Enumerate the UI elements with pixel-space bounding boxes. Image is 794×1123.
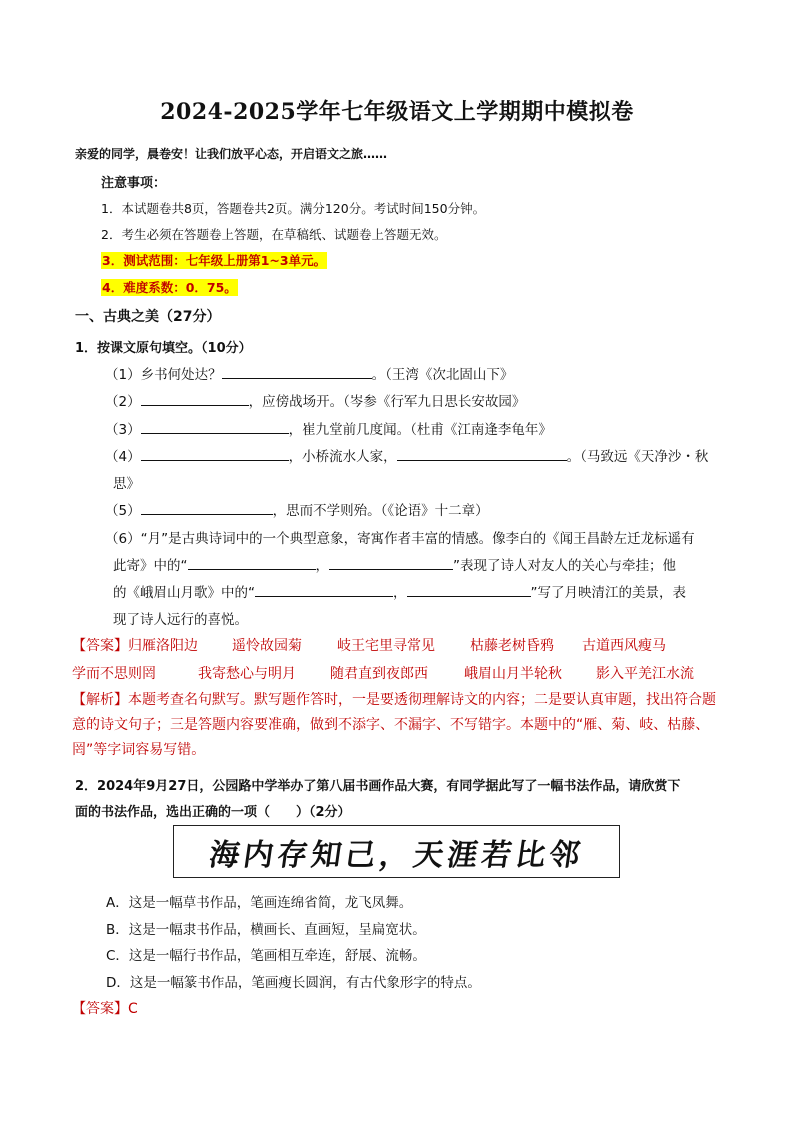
- q1-part-2-suffix: ，应傍战场开。（岑参《行军九日思长安故园》: [248, 394, 526, 410]
- option-d[interactable]: D．这是一幅篆书作品，笔画瘦长圆润，有古代象形字的特点。: [106, 975, 481, 991]
- q1-part-5-suffix: ，思而不学则殆。（《论语》十二章）: [272, 503, 489, 519]
- answer-item: 遥怜故园菊: [232, 638, 302, 654]
- q1-part-1-suffix: 。（王湾《次北固山下》: [371, 367, 514, 383]
- q1-part-3-prefix: （3）: [105, 422, 141, 438]
- option-b[interactable]: B．这是一幅隶书作品，横画长、直画短，呈扁宽状。: [106, 922, 426, 938]
- option-a[interactable]: A．这是一幅草书作品，笔画连绵省简，龙飞凤舞。: [106, 895, 413, 911]
- calligraphy-image: [173, 825, 620, 878]
- notes-heading: 注意事项：: [101, 176, 167, 191]
- blank-6a[interactable]: [188, 555, 316, 570]
- answer-item: 影入平羌江水流: [596, 666, 694, 682]
- answer-value: C: [128, 1001, 138, 1017]
- answer-item: 峨眉山月半轮秋: [464, 666, 562, 682]
- greeting: 亲爱的同学，晨卷安！让我们放平心态，开启语文之旅……: [75, 147, 388, 161]
- note-item-4-text: 4．难度系数：0．75。: [102, 280, 237, 295]
- q1-part-6-line-4: 现了诗人远行的喜悦。: [113, 612, 248, 628]
- blank-1[interactable]: [222, 364, 372, 379]
- answer-row-2: [72, 663, 722, 683]
- blank-2[interactable]: [141, 391, 249, 406]
- q1-part-4: [105, 445, 708, 465]
- q1-part-2: [105, 390, 525, 410]
- q1-part-6-line-2: [113, 554, 676, 574]
- q1-part-3: [105, 418, 552, 438]
- blank-6c[interactable]: [255, 582, 393, 597]
- question-2-stem-line-1: 2．2024年9月27日，公园路中学举办了第八届书画作品大赛，有同学据此写了一幅书法作品，请欣赏下: [75, 779, 681, 794]
- q1-part-1: [105, 363, 513, 383]
- analysis-label: 【解析】: [72, 692, 128, 708]
- blank-3[interactable]: [141, 419, 289, 434]
- question-1-stem: 1．按课文原句填空。（10分）: [75, 341, 252, 356]
- blank-4b[interactable]: [397, 446, 567, 461]
- answer-row-1: [72, 635, 722, 655]
- q1-part-5: [105, 499, 489, 519]
- blank-5[interactable]: [141, 500, 273, 515]
- q1-part-6-line-3: [113, 581, 686, 601]
- q1-part-4-prefix: （4）: [105, 449, 141, 465]
- question-2-answer: [72, 998, 138, 1018]
- q1-part-6-l3-prefix: 的《峨眉山月歌》中的“: [113, 585, 255, 601]
- answer-label: 【答案】: [72, 638, 128, 654]
- analysis-text: 本题考查名句默写。默写题作答时，一是要透彻理解诗文的内容；二是要认真审题，找出符合题意的诗文句子；三是答题内容要准确，做到不添字、不漏字、不写错字。本题中的“雁、菊、岐、枯藤、罔”等字词容易写错。: [72, 692, 716, 758]
- q1-part-2-prefix: （2）: [105, 394, 141, 410]
- answer-item: 古道西风瘦马: [582, 638, 666, 654]
- answer-item: 归雁洛阳边: [128, 638, 198, 654]
- q1-part-6-l2-comma: ，: [315, 558, 329, 574]
- note-item-2: 2．考生必须在答题卷上答题，在草稿纸、试题卷上答题无效。: [101, 227, 447, 242]
- answer-item: 学而不思则罔: [72, 666, 156, 682]
- q1-part-1-prefix: （1）乡书何处达？: [105, 367, 222, 383]
- q1-part-6-line-1: （6）“月”是古典诗词中的一个典型意象，寄寓作者丰富的情感。像李白的《闻王昌龄左迁龙标遥有: [105, 531, 695, 547]
- note-item-3-text: 3．测试范围：七年级上册第1~3单元。: [102, 253, 327, 268]
- question-2-stem-line-2: 面的书法作品，选出正确的一项（ ）（2分）: [75, 805, 351, 820]
- blank-6d[interactable]: [407, 582, 531, 597]
- note-item-3: [101, 251, 327, 269]
- q1-part-4-middle: ，小桥流水人家，: [288, 449, 397, 465]
- answer-item: 岐王宅里寻常见: [337, 638, 435, 654]
- q1-part-4-cont: 思》: [113, 476, 140, 492]
- answer-item: 枯藤老树昏鸦: [470, 638, 554, 654]
- q1-part-4-suffix: 。（马致远《天净沙・秋: [566, 449, 709, 465]
- q1-part-6-l2-prefix: 此寄》中的“: [113, 558, 188, 574]
- answer-item: 随君直到夜郎西: [330, 666, 428, 682]
- q1-part-6-l2-suffix: ”表现了诗人对友人的关心与牵挂；他: [453, 558, 676, 574]
- note-item-1: 1．本试题卷共8页，答题卷共2页。满分120分。考试时间150分钟。: [101, 201, 486, 216]
- answer-item: 我寄愁心与明月: [198, 666, 296, 682]
- q1-part-6-l3-comma: ，: [393, 585, 407, 601]
- note-item-4: [101, 278, 238, 296]
- calligraphy-text: 海内存知己，天涯若比邻: [206, 837, 586, 873]
- blank-4a[interactable]: [141, 446, 289, 461]
- blank-6b[interactable]: [329, 555, 453, 570]
- option-c[interactable]: C．这是一幅行书作品，笔画相互牵连，舒展、流畅。: [106, 948, 426, 964]
- q1-part-6-l3-suffix: ”写了月映清江的美景，表: [530, 585, 686, 601]
- q1-part-3-suffix: ，崔九堂前几度闻。（杜甫《江南逢李龟年》: [288, 422, 552, 438]
- analysis: [72, 688, 722, 763]
- q1-part-5-prefix: （5）: [105, 503, 141, 519]
- answer-label: 【答案】: [72, 1001, 128, 1017]
- section-heading: 一、古典之美（27分）: [75, 309, 221, 325]
- page-title: 2024-2025学年七年级语文上学期期中模拟卷: [160, 99, 634, 125]
